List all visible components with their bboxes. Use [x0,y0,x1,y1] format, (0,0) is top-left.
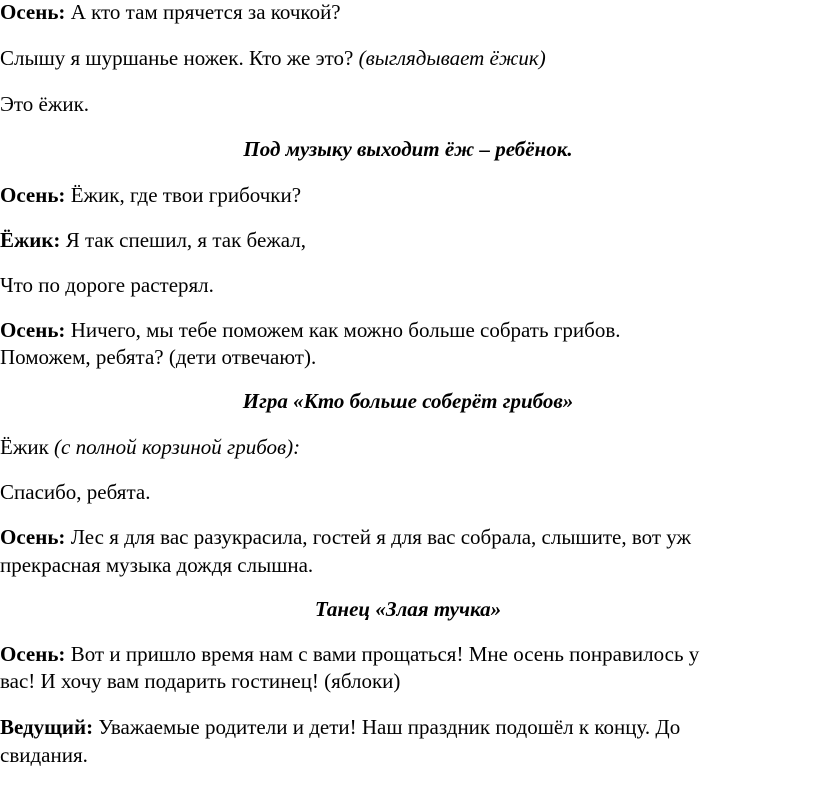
line-5 [0,179,816,211]
line-19 [0,739,816,771]
speaker-label: Ведущий: [0,715,94,739]
line-6 [0,224,816,256]
line-12 [0,476,816,508]
line-text: Это ёжик. [0,92,90,116]
line-text: Ёжик, где твои грибочки? [65,183,302,207]
heading-text: Под музыку выходит ёж – ребёнок. [243,137,573,161]
section-heading [0,385,816,417]
stage-note: (выглядывает ёжик) [358,46,546,70]
section-heading [0,593,816,625]
speaker-label: Осень: [0,318,66,342]
line-text: Спасибо, ребята. [0,480,151,504]
heading-text: Танец «Злая тучка» [314,597,502,621]
line-14 [0,549,816,581]
speaker-label: Ёжик: [0,228,61,252]
line-text: Лес я для вас разукрасила, гостей я для вас собрала, слышите, вот уж [65,525,691,549]
line-text: Вот и пришло время нам с вами прощаться! Мне осень понравилось у [65,642,700,666]
line-11 [0,431,816,463]
line-text: Уважаемые родители и дети! Наш праздник подошёл к концу. До [93,715,681,739]
line-3 [0,88,816,120]
line-text: А кто там прячется за кочкой? [65,0,341,24]
line-text: Поможем, ребята? (дети отвечают). [0,345,317,369]
line-7 [0,269,816,301]
line-text: свидания. [0,743,88,767]
line-9 [0,341,816,373]
line-text: вас! И хочу вам подарить гостинец! (яблоки) [0,669,401,693]
line-text: Что по дороге растерял. [0,273,214,297]
line-text: Ничего, мы тебе поможем как можно больше собрать грибов. [65,318,621,342]
speaker-label: Осень: [0,525,66,549]
line-text: прекрасная музыка дождя слышна. [0,553,314,577]
line-text: Ёжик [0,435,55,459]
speaker-label: Осень: [0,0,66,24]
line-text: Слышу я шуршанье ножек. Кто же это? [0,46,359,70]
stage-note: (с полной корзиной грибов): [54,435,301,459]
speaker-label: Осень: [0,183,66,207]
line-text: Я так спешил, я так бежал, [60,228,307,252]
line-1 [0,0,816,28]
line-17 [0,665,816,697]
line-2 [0,42,816,74]
heading-text: Игра «Кто больше соберёт грибов» [242,389,574,413]
speaker-label: Осень: [0,642,66,666]
section-heading [0,133,816,165]
